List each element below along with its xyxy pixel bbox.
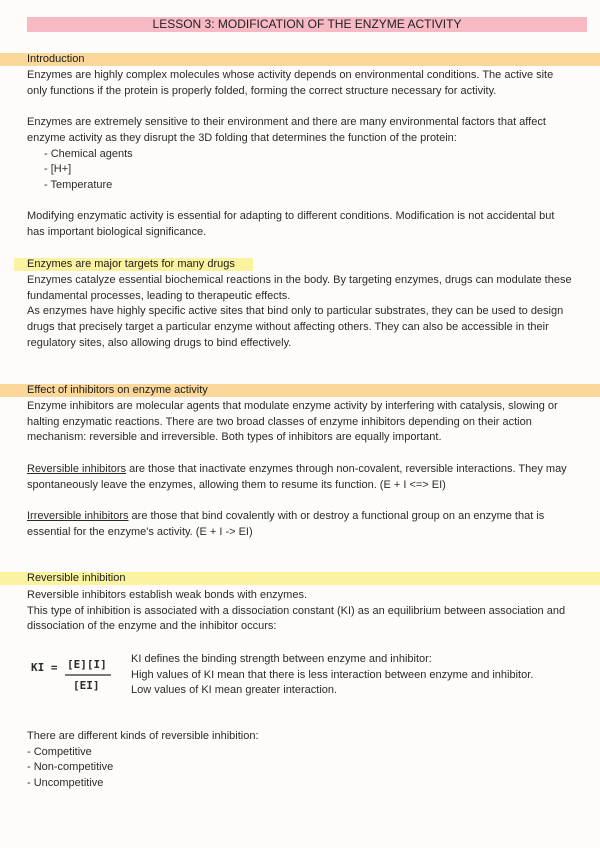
drugs-heading-text: Enzymes are major targets for many drugs bbox=[27, 258, 235, 270]
reversible-inhibition-paragraph-2: This type of inhibition is associated with a dissociation constant (KI) as an equilibrium between association and dissociation of the enzyme and the inhibitor occurs: bbox=[27, 604, 566, 633]
ki-line: High values of KI mean that there is less interaction between enzyme and inhibitor. bbox=[131, 668, 534, 681]
kinds-section bbox=[27, 729, 575, 792]
inhibitors-heading bbox=[0, 384, 600, 397]
list-item: - Competitive bbox=[27, 745, 92, 758]
introduction-heading-text: Introduction bbox=[27, 53, 85, 65]
irreversible-inhibitors-definition: are those that bind covalently with or destroy a functional group on an enzyme that is essential for the enzyme's activity. (E + I -> EI) bbox=[27, 509, 545, 538]
reversible-inhibitors-term: Reversible inhibitors bbox=[27, 462, 127, 475]
reversible-inhibition-heading-text: Reversible inhibition bbox=[27, 572, 126, 584]
introduction-paragraph-2: Enzymes are extremely sensitive to their environment and there are many environmental factors that affect enzyme activity as they disrupt the 3D folding that determines the function of the protein: bbox=[27, 116, 546, 144]
ki-formula-handwritten bbox=[31, 657, 113, 693]
inhibitors-section bbox=[27, 399, 575, 540]
introduction-section bbox=[27, 68, 575, 241]
reversible-inhibitors-paragraph bbox=[27, 462, 575, 493]
list-item: - [H+] bbox=[44, 163, 72, 176]
factor-list bbox=[27, 147, 575, 194]
drugs-paragraph-1: Enzymes catalyze essential biochemical reactions in the body. By targeting enzymes, drugs can modulate these fundamental processes, leading to therapeutic effects. bbox=[27, 274, 572, 302]
list-item: - Non-competitive bbox=[27, 761, 114, 774]
ki-explanation bbox=[131, 652, 581, 699]
reversible-inhibitors-definition: are those that inactivate enzymes through non-covalent, reversible interactions. They may spontaneously leave the enzymes, allowing them to resume its function. (E + I <=> EI) bbox=[27, 462, 567, 491]
reversible-inhibition-heading bbox=[0, 572, 600, 585]
list-item: - Chemical agents bbox=[44, 147, 133, 160]
introduction-paragraph-3: Modifying enzymatic activity is essential for adapting to different conditions. Modification is not accidental but has important biological significance. bbox=[27, 210, 555, 238]
drugs-section bbox=[27, 273, 575, 352]
introduction-paragraph-1: Enzymes are highly complex molecules whose activity depends on environmental conditions. The active site only functions if the protein is properly folded, forming the correct structure necessary for activity. bbox=[27, 69, 554, 97]
page-title: LESSON 3: MODIFICATION OF THE ENZYME ACTIVITY bbox=[27, 17, 587, 32]
irreversible-inhibitors-paragraph bbox=[27, 509, 575, 540]
introduction-heading bbox=[0, 53, 600, 66]
ki-line: Low values of KI mean greater interaction. bbox=[131, 684, 338, 697]
drugs-paragraph-2: As enzymes have highly specific active sites that bind only to particular substrates, they can be used to design drugs that precisely target a particular enzyme without affecting others. They can also be accessible in their regulatory sites, also allowing drugs to bind effectively. bbox=[27, 305, 564, 349]
inhibitors-heading-text: Effect of inhibitors on enzyme activity bbox=[27, 384, 208, 396]
kinds-intro: There are different kinds of reversible inhibition: bbox=[27, 730, 259, 742]
reversible-inhibition-section bbox=[27, 588, 575, 635]
inhibitors-paragraph-1: Enzyme inhibitors are molecular agents that modulate enzyme activity by interfering with catalysis, slowing or halting enzymatic reactions. There are two broad classes of enzyme inhibitors depending on their action mechanism: reversible and irreversible. Both types of inhibitors are equally important. bbox=[27, 400, 558, 444]
reversible-inhibition-paragraph-1: Reversible inhibitors establish weak bonds with enzymes. bbox=[27, 589, 308, 601]
ki-line: KI defines the binding strength between enzyme and inhibitor: bbox=[131, 653, 432, 665]
list-item: - Temperature bbox=[44, 178, 113, 191]
formula-numerator: [E][I] bbox=[67, 658, 107, 671]
irreversible-inhibitors-term: Irreversible inhibitors bbox=[27, 509, 129, 522]
drugs-heading bbox=[14, 258, 253, 271]
formula-lhs: KI = bbox=[31, 661, 58, 674]
formula-denominator: [EI] bbox=[73, 679, 100, 692]
list-item: - Uncompetitive bbox=[27, 777, 104, 790]
